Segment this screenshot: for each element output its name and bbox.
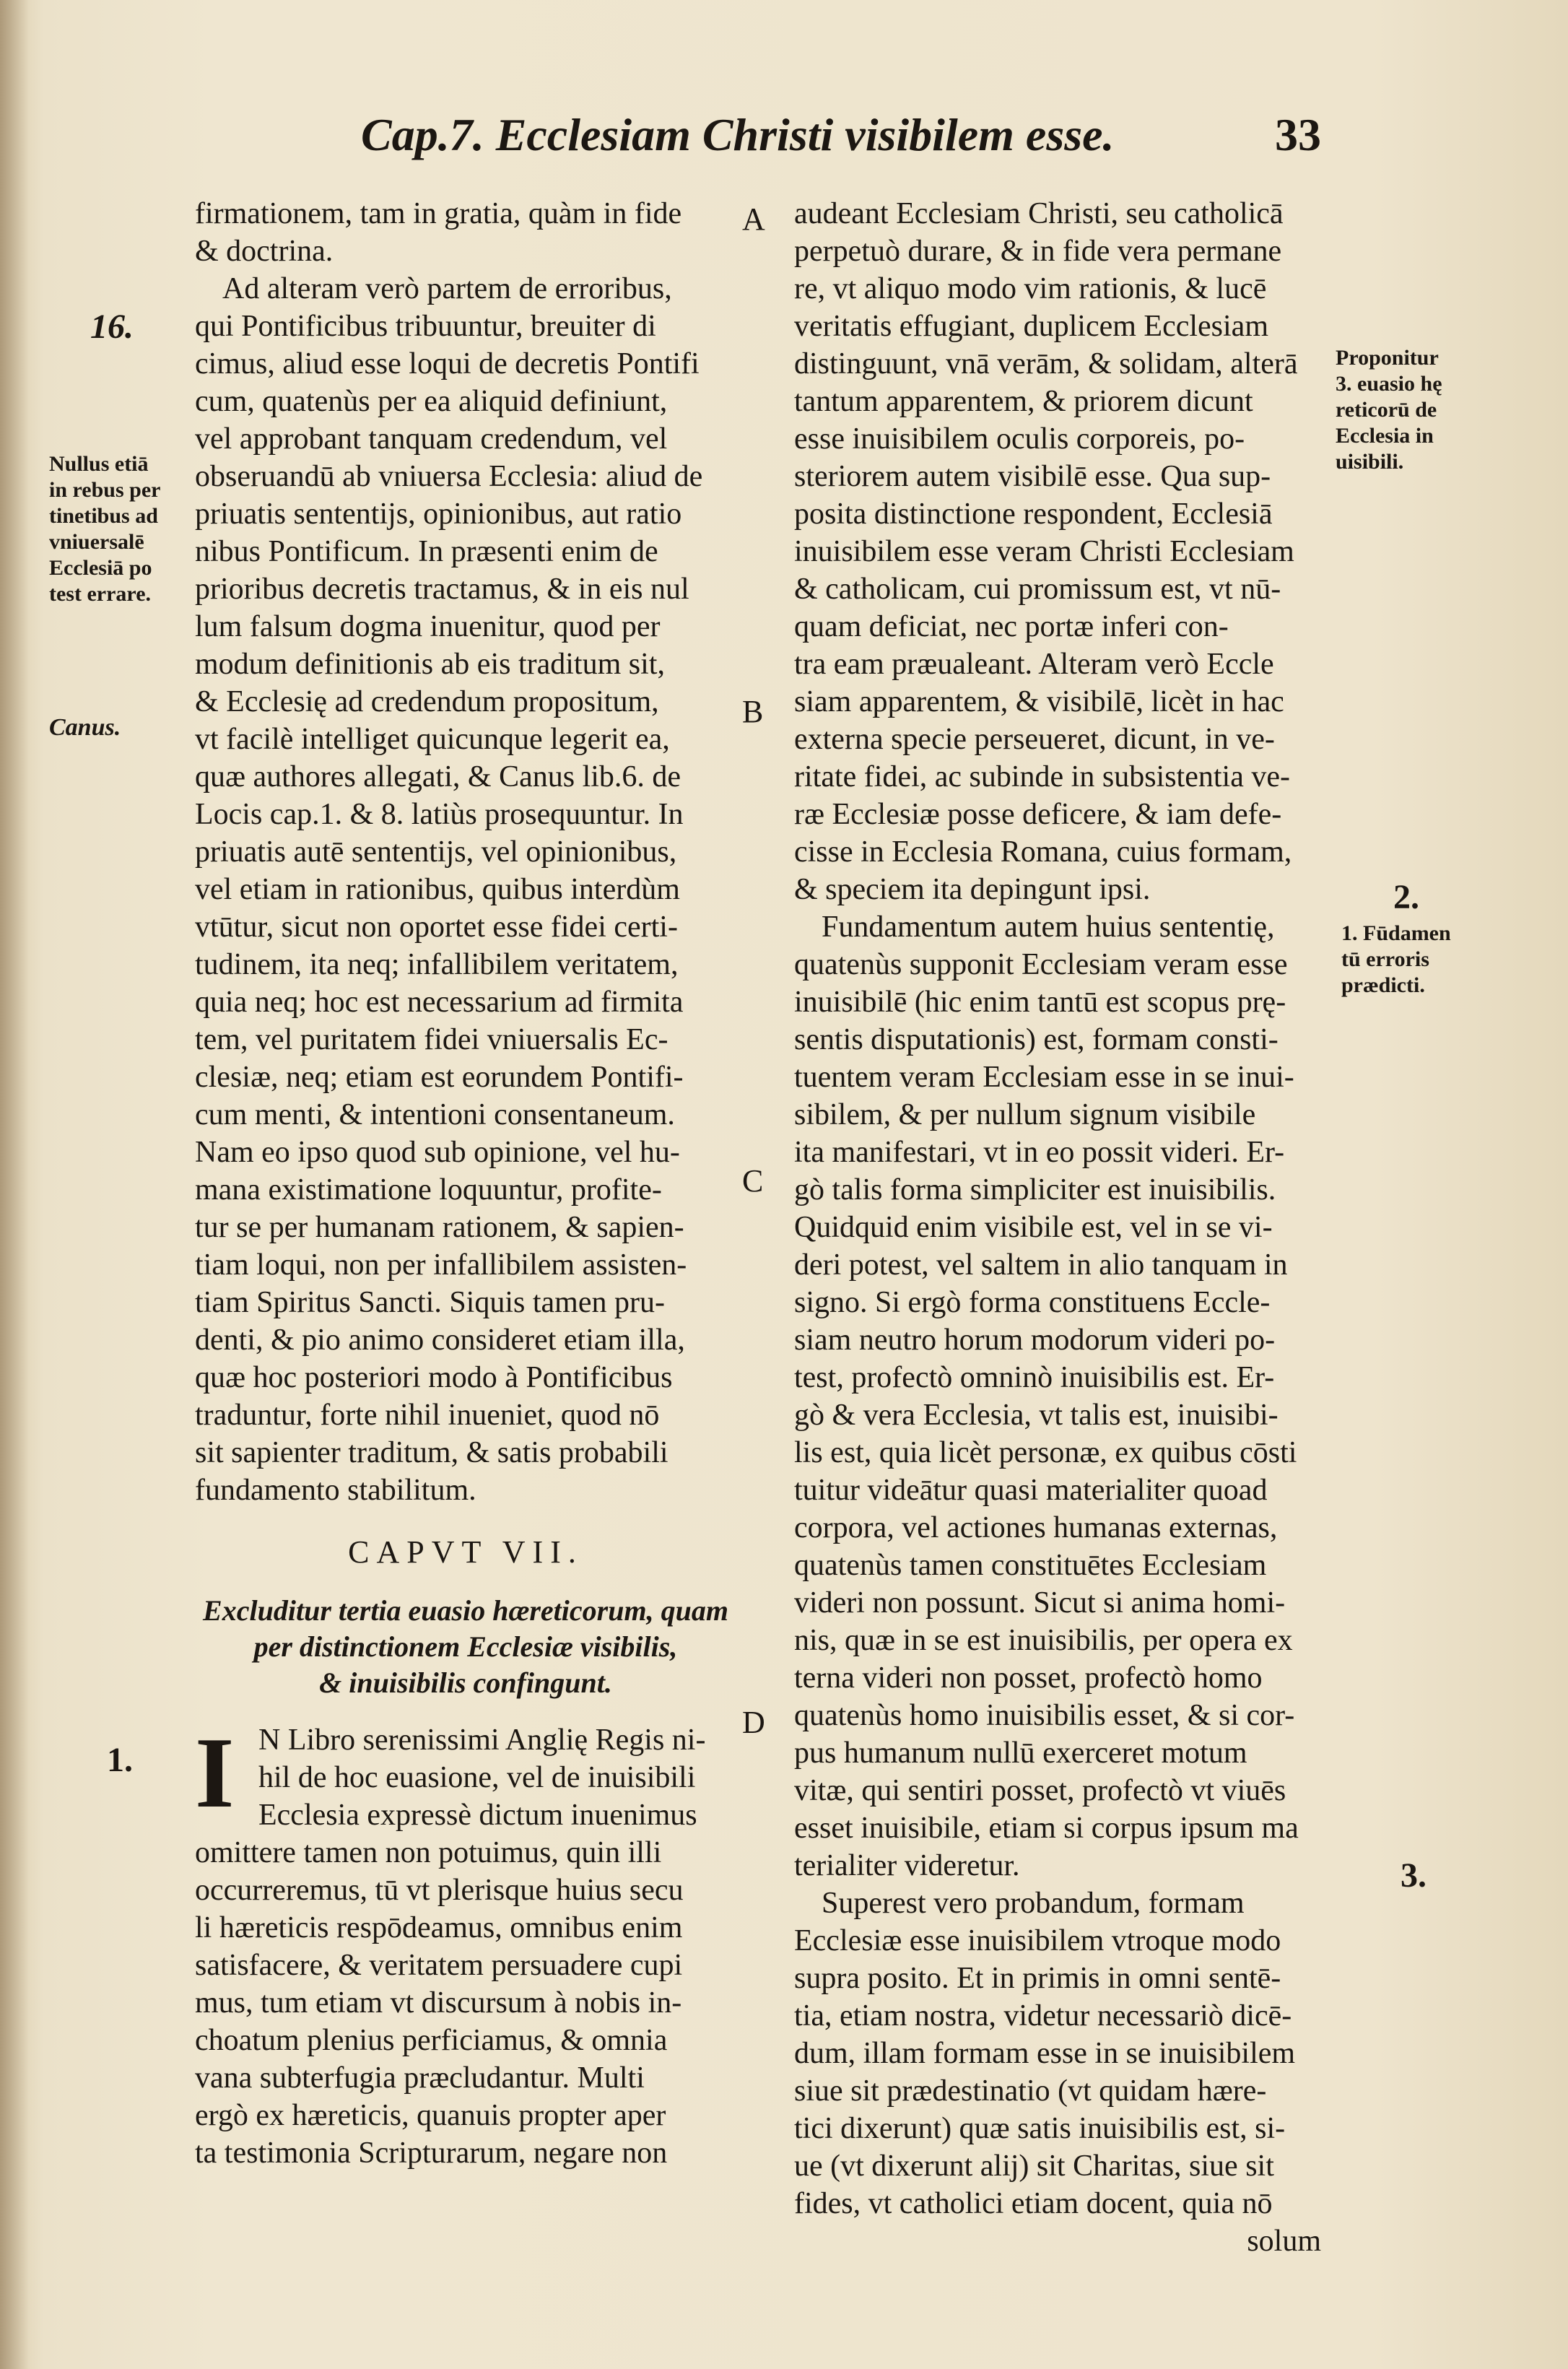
text-line: tantum apparentem, & priorem dicunt: [794, 385, 1253, 418]
margin-note-fundamentum: [1341, 921, 1486, 999]
text-line: ta testimonia Scripturarum, negare non: [195, 2137, 668, 2170]
summary-line: Excluditur tertia euasio hæreticorum, quam: [203, 1594, 728, 1627]
text-line: Fundamentum autem huius sententię,: [822, 910, 1275, 944]
text-line: quatenùs tamen constituētes Ecclesiam: [794, 1549, 1267, 1582]
text-line: re, vt aliquo modo vim rationis, & lucē: [794, 272, 1267, 305]
text-line: N Libro serenissimi Anglię Regis ni-: [258, 1723, 706, 1757]
summary-line: & inuisibilis confingunt.: [319, 1666, 612, 1699]
text-line: quatenùs homo inuisibilis esset, & si cor-: [794, 1699, 1295, 1732]
page-number: 33: [1275, 109, 1321, 160]
text-line: signo. Si ergò forma constituens Eccle-: [794, 1286, 1271, 1319]
text-line: Ecclesia expressè dictum inuenimus: [258, 1799, 697, 1832]
margin-marker-1: 1.: [107, 1741, 133, 1779]
margin-note-proponitur: [1336, 345, 1494, 475]
text-line: tem, vel puritatem fidei vniuersalis Ec-: [195, 1023, 668, 1056]
text-line: vana subterfugia præcludantur. Multi: [195, 2061, 645, 2095]
note-line: Proponitur: [1336, 346, 1439, 370]
text-line: satisfacere, & veritatem persuadere cupi: [195, 1949, 683, 1982]
margin-marker-16: 16.: [90, 308, 134, 346]
margin-note-nullus: [49, 451, 186, 607]
text-line: lis est, quia licèt personæ, ex quibus cōsti: [794, 1436, 1297, 1469]
text-line: cimus, aliud esse loqui de decretis Pontifi: [195, 347, 700, 381]
text-line: ergò ex hæreticis, quanuis propter aper: [195, 2099, 666, 2132]
note-line: 1. Fūdamen: [1341, 921, 1451, 945]
section-letter-a: A: [742, 201, 765, 237]
text-line: vel etiam in rationibus, quibus interdùm: [195, 873, 680, 906]
text-line: & catholicam, cui promissum est, vt nū-: [794, 573, 1281, 606]
text-line: priuatis autē sententijs, vel opinionibus,: [195, 835, 677, 869]
text-line: steriorem autem visibilē esse. Qua sup-: [794, 460, 1271, 493]
note-line: Ecclesiā po: [49, 556, 152, 580]
text-line: ritate fidei, ac subinde in subsistentia ve-: [794, 760, 1290, 794]
text-line: li hæreticis respōdeamus, omnibus enim: [195, 1911, 683, 1944]
text-line: priuatis sententijs, opinionibus, aut ratio: [195, 497, 682, 531]
text-line: externa specie perseueret, dicunt, in ve-: [794, 723, 1275, 756]
text-line: tudinem, ita neq; infallibilem veritatem,: [195, 948, 679, 981]
text-line: quatenùs supponit Ecclesiam veram esse: [794, 948, 1288, 981]
text-line: tiam Spiritus Sancti. Siquis tamen pru-: [195, 1286, 665, 1319]
text-line: cum menti, & intentioni consentaneum.: [195, 1098, 675, 1131]
text-line: choatum plenius perficiamus, & omnia: [195, 2024, 668, 2057]
text-line: corpora, vel actiones humanas externas,: [794, 1511, 1278, 1544]
text-line: vt facilè intelliget quicunque legerit ea,: [195, 723, 670, 756]
section-letter-c: C: [742, 1163, 764, 1199]
drop-cap: I: [195, 1717, 235, 1829]
text-line: sit sapienter traditum, & satis probabili: [195, 1436, 668, 1469]
chapter-summary: [195, 1593, 736, 1701]
note-line: Nullus etiā: [49, 452, 149, 476]
text-line: tur se per humanam rationem, & sapien-: [195, 1211, 684, 1244]
text-line: fides, vt catholici etiam docent, quia nō: [794, 2187, 1273, 2220]
text-line: nibus Pontificum. In præsenti enim de: [195, 535, 658, 568]
text-line: Ecclesiæ esse inuisibilem vtroque modo: [794, 1924, 1281, 1957]
text-line: quia neq; hoc est necessarium ad firmita: [195, 986, 684, 1019]
text-line: esse inuisibilem oculis corporeis, po-: [794, 422, 1245, 456]
right-column: [794, 195, 1321, 2260]
note-line: tinetibus ad: [49, 504, 158, 528]
text-line: esset inuisibile, etiam si corpus ipsum ma: [794, 1812, 1299, 1845]
note-line: vniuersalē: [49, 530, 144, 554]
text-line: posita distinctione respondent, Ecclesiā: [794, 497, 1273, 531]
left-column: [195, 195, 736, 2172]
text-line: modum definitionis ab eis traditum sit,: [195, 648, 665, 681]
note-line: uisibili.: [1336, 450, 1404, 474]
text-line: tici dixerunt) quæ satis inuisibilis est, si-: [794, 2112, 1286, 2145]
text-line: Ad alteram verò partem de erroribus,: [222, 272, 672, 305]
text-line: lum falsum dogma inuenitur, quod per: [195, 610, 661, 643]
text-line: sentis disputationis) est, formam consti-: [794, 1023, 1279, 1056]
text-line: deri potest, vel saltem in alio tanquam in: [794, 1248, 1288, 1282]
text-line: qui Pontificibus tribuuntur, breuiter di: [195, 310, 656, 343]
note-line: prædicti.: [1341, 973, 1425, 997]
left-paragraph-2: [195, 270, 736, 1509]
text-line: ræ Ecclesiæ posse deficere, & iam defe-: [794, 798, 1282, 831]
text-line: tuitur videātur quasi materialiter quoad: [794, 1474, 1268, 1507]
margin-note-canus: Canus.: [49, 714, 121, 741]
right-paragraph-1: [794, 195, 1321, 908]
text-line: mana existimatione loquuntur, profite-: [195, 1173, 662, 1207]
text-line: distinguunt, vnā verām, & solidam, alterā: [794, 347, 1298, 381]
text-line: fundamento stabilitum.: [195, 1474, 476, 1507]
text-line: tuentem veram Ecclesiam esse in se inui-: [794, 1061, 1294, 1094]
text-line: siam neutro horum modorum videri po-: [794, 1323, 1276, 1357]
text-line: ue (vt dixerunt alij) sit Charitas, siue sit: [794, 2150, 1274, 2183]
text-line: sibilem, & per nullum signum visibile: [794, 1098, 1256, 1131]
text-line: Superest vero probandum, formam: [822, 1887, 1245, 1920]
text-line: firmationem, tam in gratia, quàm in fide: [195, 197, 682, 230]
note-line: Ecclesia in: [1336, 424, 1434, 448]
chapter-heading: CAPVT VII.: [348, 1534, 583, 1570]
margin-marker-3: 3.: [1401, 1856, 1427, 1895]
text-line: ita manifestari, vt in eo possit videri. Er-: [794, 1136, 1285, 1169]
running-header: [361, 108, 1444, 181]
text-line: siam apparentem, & visibilē, licèt in hac: [794, 685, 1284, 718]
note-line: test errare.: [49, 582, 152, 606]
text-line: perpetuò durare, & in fide vera permane: [794, 235, 1282, 268]
text-line: quæ authores allegati, & Canus lib.6. de: [195, 760, 681, 794]
text-line: dum, illam formam esse in se inuisibilem: [794, 2037, 1296, 2070]
text-line: test, profectò omninò inuisibilis est. Er-: [794, 1361, 1275, 1394]
text-line: supra posito. Et in primis in omni sentē-: [794, 1962, 1281, 1995]
text-line: gò talis forma simpliciter est inuisibilis.: [794, 1173, 1276, 1207]
section-letter-b: B: [742, 694, 764, 729]
text-line: quæ hoc posteriori modo à Pontificibus: [195, 1361, 673, 1394]
text-line: veritatis effugiant, duplicem Ecclesiam: [794, 310, 1268, 343]
margin-marker-2: 2.: [1393, 878, 1419, 916]
text-line: omittere tamen non potuimus, quin illi: [195, 1836, 662, 1869]
text-line: denti, & pio animo consideret etiam illa,: [195, 1323, 685, 1357]
text-line: inuisibilem esse veram Christi Ecclesiam: [794, 535, 1294, 568]
text-line: clesiæ, neq; etiam est eorundem Pontifi-: [195, 1061, 684, 1094]
text-line: traduntur, forte nihil inueniet, quod nō: [195, 1399, 660, 1432]
section-letter-d: D: [742, 1705, 765, 1740]
text-line: inuisibilē (hic enim tantū est scopus prę-: [794, 986, 1286, 1019]
text-line: terna videri non posset, profectò homo: [794, 1661, 1263, 1695]
text-line: cum, quatenùs per ea aliquid definiunt,: [195, 385, 668, 418]
catchword: solum: [1247, 2225, 1321, 2258]
summary-line: per distinctionem Ecclesiæ visibilis,: [253, 1630, 678, 1663]
text-line: terialiter videretur.: [794, 1849, 1020, 1882]
text-line: nis, quæ in se est inuisibilis, per opera ex: [794, 1624, 1293, 1657]
text-line: tra eam præualeant. Alteram verò Eccle: [794, 648, 1274, 681]
text-line: tiam loqui, non per infallibilem assisten-: [195, 1248, 687, 1282]
note-line: reticorū de: [1336, 398, 1437, 422]
text-line: siue sit prædestinatio (vt quidam hære-: [794, 2074, 1267, 2108]
text-line: mus, tum etiam vt discursum à nobis in-: [195, 1986, 682, 2020]
text-line: & Ecclesię ad credendum propositum,: [195, 685, 659, 718]
text-line: hil de hoc euasione, vel de inuisibili: [258, 1761, 696, 1794]
text-line: cisse in Ecclesia Romana, cuius formam,: [794, 835, 1292, 869]
gutter-shadow: [0, 0, 29, 2369]
note-line: 3. euasio hę: [1336, 372, 1442, 396]
text-line: Nam eo ipso quod sub opinione, vel hu-: [195, 1136, 680, 1169]
text-line: quam deficiat, nec portæ inferi con-: [794, 610, 1229, 643]
text-line: audeant Ecclesiam Christi, seu catholicā: [794, 197, 1284, 230]
text-line: gò & vera Ecclesia, vt talis est, inuisibi-: [794, 1399, 1279, 1432]
text-line: videri non possunt. Sicut si anima homi-: [794, 1586, 1286, 1620]
text-line: vitæ, qui sentiri posset, profectò vt viuēs: [794, 1774, 1286, 1807]
left-paragraph-1: [195, 195, 736, 270]
text-line: vel approbant tanquam credendum, vel: [195, 422, 668, 456]
text-line: Locis cap.1. & 8. latiùs prosequuntur. In: [195, 798, 684, 831]
left-paragraph-3: [195, 1717, 736, 2172]
text-line: tia, etiam nostra, videtur necessariò dicē-: [794, 1999, 1292, 2033]
right-paragraph-3: [794, 1885, 1321, 2260]
text-line: & speciem ita depingunt ipsi.: [794, 873, 1151, 906]
text-line: prioribus decretis tractamus, & in eis nul: [195, 573, 689, 606]
running-title: Cap.7. Ecclesiam Christi visibilem esse.: [361, 109, 1115, 160]
text-line: Quidquid enim visibile est, vel in se vi-: [794, 1211, 1273, 1244]
text-line: obseruandū ab vniuersa Ecclesia: aliud de: [195, 460, 703, 493]
note-line: in rebus per: [49, 478, 161, 502]
text-line: occurreremus, tū vt plerisque huius secu: [195, 1874, 684, 1907]
right-paragraph-2: [794, 908, 1321, 1885]
text-line: & doctrina.: [195, 235, 334, 268]
text-line: pus humanum nullū exerceret motum: [794, 1736, 1247, 1770]
note-line: tū erroris: [1341, 947, 1429, 971]
text-line: vtūtur, sicut non oportet esse fidei certi-: [195, 910, 678, 944]
